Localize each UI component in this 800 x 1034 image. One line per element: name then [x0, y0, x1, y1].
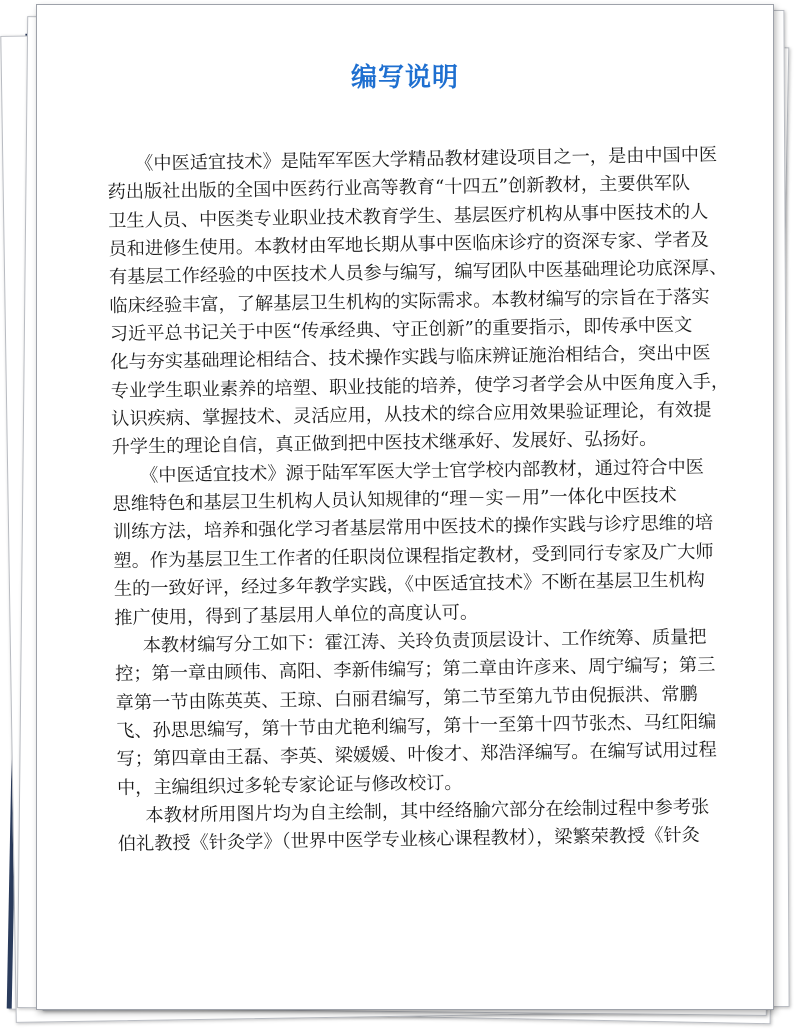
text-line: 章第一节由陈英英、王琼、白丽君编写，第二节至第九节由倪振洪、常鹏: [115, 683, 698, 714]
text-line: 推广使用，得到了基层用人单位的高度认可。: [114, 601, 479, 629]
text-line: 卫生人员、中医类专业职业技术教育学生、基层医疗机构从事中医技术的人: [107, 201, 709, 232]
paragraph: [117, 793, 738, 859]
text-line: 《中医适宜技术》源于陆军军医大学士官学校内部教材，通过符合中医: [139, 456, 705, 487]
text-line: 习近平总书记关于中医“传承经典、守正创新”的重要指示，即传承中医文: [109, 314, 693, 346]
text-line: 中，主编组织过多轮专家论证与修改校订。: [116, 772, 463, 799]
page-title: 编写说明: [350, 63, 459, 93]
text-line: 认识疾病、掌握技术、灵活应用，从技术的综合应用效果验证理论，有效提: [111, 399, 712, 431]
text-line: 有基层工作经验的中医技术人员参与编写，编写团队中医基础理论功底深厚、: [108, 257, 728, 289]
text-line: 伯礼教授《针灸学》（世界中医学专业核心课程教材），梁繁荣教授《针灸: [117, 825, 700, 856]
text-line: 临床经验丰富，了解基层卫生机构的实际需求。本教材编写的宗旨在于落实: [109, 286, 710, 317]
text-line: 本教材所用图片均为自主绘制，其中经络腧穴部分在绘制过程中参考张: [145, 796, 710, 827]
text-line: 员和进修生使用。本教材由军地长期从事中医临床诊疗的资深专家、学者及: [108, 229, 709, 261]
paragraph: [115, 623, 738, 803]
text-line: 思维特色和基层卫生机构人员认知规律的“理－实－用”一体化中医技术: [112, 485, 677, 516]
text-line: 生的一致好评，经过多年教学实践，《中医适宜技术》不断在基层卫生机构: [113, 569, 706, 601]
text-line: 《中医适宜技术》是陆军军医大学精品教材建设项目之一，是由中国中医: [135, 144, 718, 175]
text-line: 化与夯实基础理论相结合、技术操作实践与临床辨证施治相结合，突出中医: [110, 342, 711, 374]
text-line: 升学生的理论自信，真正做到把中医技术继承好、发展好、弘扬好。: [111, 428, 658, 459]
text-line: 本教材编写分工如下：霍江涛、关玲负责顶层设计、工作统筹、质量把: [142, 626, 707, 657]
paragraph: [112, 453, 735, 633]
paragraph: [107, 141, 732, 462]
text-line: 专业学生职业素养的培塑、职业技能的培养，使学习者学会从中医角度入手，: [110, 371, 730, 402]
bottom-fade: [37, 859, 773, 1009]
text-line: 控；第一章由顾伟、高阳、李新伟编写；第二章由许彦来、周宁编写；第三: [115, 654, 716, 686]
text-line: 药出版社出版的全国中医药行业高等教育“十四五”创新教材，主要供军队: [107, 173, 691, 204]
text-line: 飞、孙思思编写，第十节由尤艳利编写，第十一至第十四节张杰、马红阳编: [115, 711, 717, 742]
text-line: 训练方法，培养和强化学习者基层常用中医技术的操作实践与诊疗思维的培: [112, 512, 714, 544]
body-text: [107, 141, 738, 859]
text-line: 写；第四章由王磊、李英、梁媛媛、叶俊才、郑浩泽编写。在编写试用过程: [116, 739, 717, 771]
document-page: [36, 4, 774, 1010]
text-line: 塑。作为基层卫生工作者的任职岗位课程指定教材，受到同行专家及广大师: [113, 541, 714, 572]
